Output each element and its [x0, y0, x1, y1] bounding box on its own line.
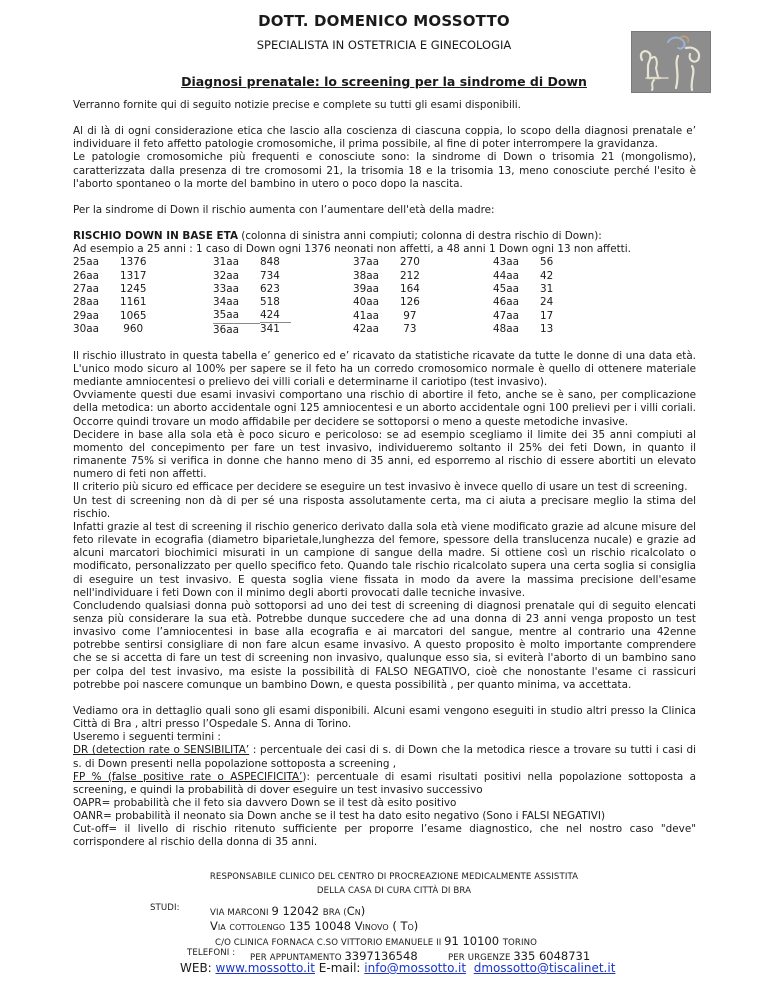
risk-value-threshold: 424	[260, 309, 291, 323]
risk-cell: 518	[260, 295, 280, 308]
age-cell: 32aa	[213, 269, 239, 282]
risk-cell: 270	[400, 256, 420, 269]
term-fp-definition: ): percentuale di esami risultati positivi nella popolazione sottoposta a screening, e quindi la probabilità di dover eseguire un test invasivo successivo	[73, 770, 696, 796]
terms-intro: Vediamo ora in dettaglio quali sono gli esami disponibili. Alcuni esami vengono eseguiti in studio altri presso la Clinica Città di Bra , altri presso l’Ospedale S. Anna di Torino.	[73, 704, 696, 731]
intro-paragraph: Le patologie cromosomiche più frequenti e conosciute sono: la sindrome di Down o trisomia 21 (mongolismo), caratterizzata dalla presenza di tre cromosomi 21, la trisomia 18 e la trisomia 13, meno conosciute perché l'esito è l'aborto spontaneo o la morte del bambino in utero o poco dopo la nascita.	[73, 151, 696, 190]
web-label: WEB:	[180, 961, 216, 975]
age-cell: 28aa	[73, 295, 99, 308]
table-row	[73, 283, 580, 296]
risk-cell: 848	[260, 256, 280, 269]
footer-phone-appointment: PER APPUNTAMENTO 3397136548	[250, 949, 418, 963]
footer-responsible: RESPONSABILE CLINICO DEL CENTRO DI PROCREAZIONE MEDICALMENTE ASSISTITA	[209, 872, 579, 882]
term-dr-label: DR (detection rate o SENSIBILITA’	[73, 744, 250, 757]
risk-cell: 13	[540, 323, 554, 336]
discussion-paragraph: Infatti grazie al test di screening il rischio generico derivato dalla sola età viene modificato grazie ad alcune misure del feto rilevate in ecografia (diametro biparietale,lunghezza del femore, spessore della translucenza nucale) e grazie ad alcuni marcatori biochimici misurati in un campione di sangue della madre. Si ottiene così un rischio ricalcolato o modificato, personalizzato per quello specifico feto. Quando tale rischio ricalcolato supera una certa soglia si consiglia di eseguire un test invasivo. E questa soglia viene fissata in modo da avere la massima precisione dell'esame nell'individuare i feti Down con il minimo degli aborti provocati dalle tecniche invasive.	[73, 520, 696, 599]
footer-address-torino: C/O CLINICA FORNACA C.SO VITTORIO EMANUELE II 91 10100 TORINO	[215, 934, 538, 948]
email-dmossotto-link[interactable]: dmossotto@tiscalinet.it	[473, 961, 616, 975]
risk-cell: 1065	[120, 309, 147, 322]
email-label: E-mail:	[314, 961, 365, 975]
age-cell: 43aa	[493, 256, 519, 269]
age-cell-threshold: 35aa	[213, 309, 260, 323]
intro-paragraph: Al di là di ogni considerazione etica che lascio alla coscienza di ciascuna coppia, lo scopo della diagnosi prenatale e’ individuare il feto affetto patologie cromosomiche, il prima possibile, al fine di poter interrompere la gravidanza.	[73, 125, 696, 151]
term-fp-label: FP % (false positive rate o ASPECIFICITA’	[73, 770, 303, 783]
term-dr-definition: : percentuale dei casi di s. di Down che la metodica riesce a trovare su tutti i casi di s. di Down presenti nella popolazione sottoposta a screening ,	[73, 744, 696, 770]
risk-example: Ad esempio a 25 anni : 1 caso di Down ogni 1376 neonati non affetti, a 48 anni 1 Down ogni 13 non affetti.	[73, 243, 631, 256]
age-cell: 40aa	[353, 295, 379, 308]
footer-phones	[0, 945, 768, 961]
discussion-paragraph: Ovviamente questi due esami invasivi comportano una rischio di abortire il feto, anche se è sano, per complicazione della metodica: un aborto accidentale ogni 125 amniocentesi e un aborto accidentale ogni 100 prelievi per i villi coriali. Occorre quindi trovare un modo affidabile per decidere se sottoporsi o meno a queste metodiche invasive.	[73, 389, 696, 428]
age-cell: 41aa	[353, 309, 379, 322]
age-cell: 44aa	[493, 269, 519, 282]
doctor-specialty: SPECIALISTA IN OSTETRICIA E GINECOLOGIA	[256, 38, 512, 52]
term-cutoff: Cut-off= il livello di rischio ritenuto sufficiente per proporre l’esame diagnostico, che nel nostro caso "deve" corrispondere al rischio della donna di 35 anni.	[73, 823, 696, 849]
terms-lead: Useremo i seguenti termini :	[73, 731, 221, 744]
footer-address-row-3	[0, 930, 768, 948]
discussion-paragraph: Decidere in base alla sola età è poco sicuro e pericoloso: se ad esempio scegliamo il limite dei 35 anni compiuti al momento del concepimento per fare un test invasivo, individueremo soltanto il 25% dei feti Down, in quanto il rimanente 75% si verifica in donne che hanno meno di 35 anni, ed esporremo al rischio di essere abortiti un elevato numero di feti non affetti.	[73, 428, 696, 481]
age-cell: 46aa	[493, 295, 519, 308]
age-cell: 36aa	[213, 323, 239, 336]
document-body	[73, 99, 696, 850]
age-cell: 45aa	[493, 282, 519, 295]
term-oapr: OAPR= probabilità che il feto sia davvero Down se il test dà esito positivo	[73, 797, 457, 809]
email-info-link[interactable]: info@mossotto.it	[364, 961, 467, 975]
risk-heading	[73, 230, 696, 243]
risk-cell: 126	[400, 295, 420, 308]
age-cell: 48aa	[493, 323, 519, 336]
discussion-paragraph: Un test di screening non dà di per sé una risposta assolutamente certa, ma ci aiuta a precisare meglio la stima del rischio.	[73, 494, 696, 520]
doctor-name: DOTT. DOMENICO MOSSOTTO	[258, 12, 510, 30]
age-cell: 29aa	[73, 309, 99, 322]
risk-cell: 164	[400, 282, 420, 295]
table-row	[73, 323, 580, 337]
age-cell: 47aa	[493, 309, 519, 322]
age-cell: 42aa	[353, 323, 379, 336]
age-cell: 33aa	[213, 282, 239, 295]
risk-heading-rest: (colonna di sinistra anni compiuti; colonna di destra rischio di Down):	[237, 230, 602, 243]
footer-web-row	[180, 961, 615, 975]
age-cell: 34aa	[213, 295, 239, 308]
age-cell: 37aa	[353, 256, 379, 269]
footer-web-contacts	[0, 961, 768, 977]
intro-paragraph: Per la sindrome di Down il rischio aumenta con l’aumentare dell'età della madre:	[73, 203, 495, 216]
risk-cell: 212	[400, 269, 420, 282]
footer-phone-urgent: PER URGENZE 335 6048731	[448, 949, 591, 963]
risk-cell: 960	[120, 323, 144, 336]
risk-cell-threshold	[260, 309, 353, 323]
website-link[interactable]: www.mossotto.it	[215, 961, 315, 975]
risk-cell: 623	[260, 282, 280, 295]
discussion-paragraph: Il rischio illustrato in questa tabella e’ generico ed e’ ricavato da statistiche ricavate da tutte le donne di una data età. L'unico modo sicuro al 100% per sapere se il feto ha un corredo cromosomico normale è quello di ottenere materiale mediante amniocentesi o prelievo dei villi coriali e determinarne il cariotipo (test invasivo).	[73, 349, 696, 389]
age-cell: 39aa	[353, 282, 379, 295]
footer-clinic: DELLA CASA DI CURA CITTÀ DI BRA	[316, 886, 472, 896]
age-cell: 30aa	[73, 323, 99, 336]
risk-cell: 24	[540, 295, 554, 308]
risk-cell: 1245	[120, 282, 147, 295]
risk-cell: 341	[260, 323, 280, 336]
age-cell: 27aa	[73, 282, 99, 295]
term-fp	[73, 771, 696, 797]
footer-studi-label: STUDI:	[150, 903, 180, 913]
term-oanr: OANR= probabilità il neonato sia Down anche se il test ha dato esito negativo (Sono i FALSI NEGATIVI)	[73, 810, 606, 823]
term-dr	[73, 744, 696, 770]
risk-cell: 97	[400, 309, 417, 322]
intro-paragraph: Verranno fornite qui di seguito notizie precise e complete su tutti gli esami disponibili.	[73, 99, 521, 111]
risk-cell: 42	[540, 269, 554, 282]
table-row	[73, 256, 580, 269]
table-row	[73, 309, 580, 323]
footer-address-row-1	[0, 900, 768, 918]
discussion-paragraph: Concludendo qualsiasi donna può sottoporsi ad uno dei test di screening di diagnosi prenatale qui di seguito elencati senza più considerare la sua età. Potrebbe dunque succedere che ad una donna di 23 anni venga proposto un test invasivo come l’amniocentesi in base alla ecografia e ai marcatori del sangue, mentre al contrario una 42enne potrebbe sentirsi consigliare di non fare alcun esame invasivo. A questo proposito è molto importante comprendere che se si accetta di fare un test di screening non invasivo, qualunque esso sia, si eviterà l'aborto di un bambino sano per colpa del test invasivo, ma esiste la possibilità di FALSO NEGATIVO, cioè che nonostante l'esame ci rassicuri potrebbe poi nascere comunque un bambino Down, e questa possibilità , per quanto minima, va accettata.	[73, 599, 696, 691]
footer-address-row-2	[0, 915, 768, 933]
age-cell: 38aa	[353, 269, 379, 282]
footer-address-bra: VIA MARCONI 9 12042 BRA (Cn)	[210, 904, 366, 918]
table-row	[73, 296, 580, 309]
risk-cell: 1317	[120, 269, 147, 282]
risk-cell: 73	[400, 323, 417, 336]
risk-cell: 17	[540, 309, 554, 322]
risk-cell: 1376	[120, 256, 147, 269]
risk-cell: 734	[260, 269, 280, 282]
table-row	[73, 270, 580, 283]
footer	[0, 872, 768, 977]
discussion-paragraph: Il criterio più sicuro ed efficace per decidere se eseguire un test invasivo è invece quello di usare un test di screening.	[73, 481, 688, 494]
document-title: Diagnosi prenatale: lo screening per la sindrome di Down	[181, 74, 587, 89]
risk-cell: 1161	[120, 295, 147, 308]
risk-heading-bold: RISCHIO DOWN IN BASE ETA	[73, 230, 238, 243]
footer-address-vinovo: Via cottolengo 135 10048 Vinovo ( To)	[210, 919, 419, 933]
age-cell: 31aa	[213, 256, 239, 269]
age-cell: 26aa	[73, 269, 99, 282]
footer-phones-label: TELEFONI :	[187, 948, 236, 958]
risk-by-age-table	[73, 256, 580, 336]
age-cell: 25aa	[73, 256, 99, 269]
risk-cell: 31	[540, 282, 554, 295]
risk-cell: 56	[540, 256, 554, 269]
